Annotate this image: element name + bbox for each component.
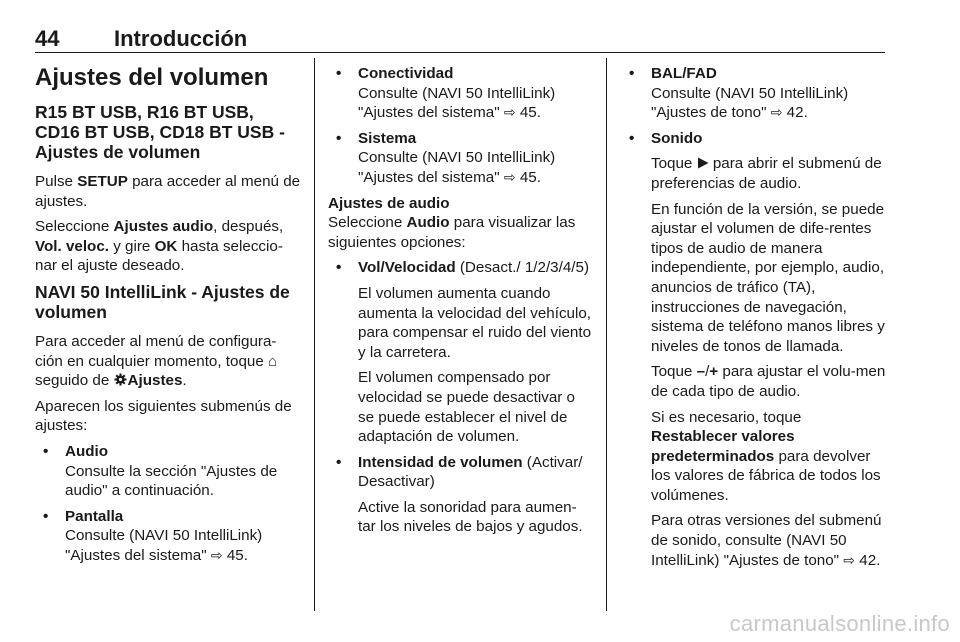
paragraph-setup: Pulse SETUP para acceder al menú de ajustes. <box>35 173 301 210</box>
page-header <box>35 26 885 52</box>
header-rule <box>35 52 885 53</box>
paragraph-submenus: Aparecen los siguientes submenús de ajustes: <box>35 397 292 435</box>
column-2 <box>328 64 592 543</box>
paragraph-select: Seleccione Ajustes audio, después, Vol. veloc. y gire OK hasta seleccio-nar el ajuste deseado. <box>35 218 284 275</box>
plus-icon: + <box>709 363 719 381</box>
page-reference-icon: ⇨ <box>503 104 516 121</box>
list-item: • Sonido Toque para abrir el submenú de preferencias de audio. En función de la versión, se puede ajustar el volumen de dife-rentes tipos de audio de manera independiente, por ejemplo, audio, anuncios de tráfico (TA), instrucciones de navegación, sistema de teléfono manos libres y niveles de tonos de llamada. Toque –/+ para ajustar el volu-men de cada tipo de audio. Si es necesario, toque Restablecer valores predeterminados para devolver los valores de fábrica de todos los volúmenes. Para otras versiones del submenú de sonido, consulte (NAVI 50 IntelliLink) "Ajustes de tono" ⇨ 42. <box>621 129 887 570</box>
watermark: carmanualsonline.info <box>729 611 950 636</box>
page-reference-icon: ⇨ <box>843 551 856 568</box>
page-reference-icon: ⇨ <box>770 104 783 121</box>
paragraph-access: Para acceder al menú de configura-ción en cualquier momento, toque ⌂ seguido de Ajustes. <box>35 332 278 390</box>
audio-settings-heading: Ajustes de audio <box>328 194 450 212</box>
list-item: • Audio Consulte la sección "Ajustes de audio" a continuación. <box>35 442 301 501</box>
list-item: • Pantalla Consulte (NAVI 50 IntelliLink) "Ajustes del sistema" ⇨ 45. <box>35 507 301 566</box>
page-reference-icon: ⇨ <box>503 168 516 185</box>
submenu-list-continued <box>328 64 592 188</box>
list-item: • BAL/FAD Consulte (NAVI 50 IntelliLink) "Ajustes de tono" ⇨ 42. <box>621 64 887 123</box>
paragraph-audio-select: Seleccione Audio para visualizar las siguientes opciones: <box>328 214 576 251</box>
column-3 <box>621 64 887 576</box>
subsection-heading-radio: R15 BT USB, R16 BT USB, CD16 BT USB, CD18 BT USB - Ajustes de volumen <box>35 102 285 162</box>
minus-icon: – <box>696 363 706 381</box>
column-1 <box>35 64 301 572</box>
gear-icon <box>114 373 127 386</box>
arrow-right-icon <box>697 157 709 169</box>
list-item: • Intensidad de volumen (Activar/ Desactivar) Active la sonoridad para aumen-tar los niveles de bajos y agudos. <box>328 453 592 537</box>
page-reference-icon: ⇨ <box>210 546 223 563</box>
submenu-list <box>35 442 301 566</box>
list-item: • Vol/Velocidad (Desact./ 1/2/3/4/5) El volumen aumenta cuando aumenta la velocidad del vehículo, para compensar el ruido del viento y la carretera. El volumen compensado por velocidad se puede desactivar o se puede establecer el nivel de adaptación de volumen. <box>328 258 592 446</box>
list-item: • Sistema Consulte (NAVI 50 IntelliLink) "Ajustes del sistema" ⇨ 45. <box>328 129 592 188</box>
page-title: Introducción <box>114 26 248 51</box>
page-number: 44 <box>35 26 60 51</box>
audio-options-list <box>328 258 592 537</box>
list-item: • Conectividad Consulte (NAVI 50 IntelliLink) "Ajustes del sistema" ⇨ 45. <box>328 64 592 123</box>
column-divider-1 <box>314 58 315 611</box>
subsection-heading-navi: NAVI 50 IntelliLink - Ajustes de volumen <box>35 281 290 322</box>
section-heading: Ajustes del volumen <box>35 64 269 91</box>
column-divider-2 <box>606 58 607 611</box>
home-icon: ⌂ <box>268 352 278 370</box>
audio-options-list-continued <box>621 64 887 570</box>
